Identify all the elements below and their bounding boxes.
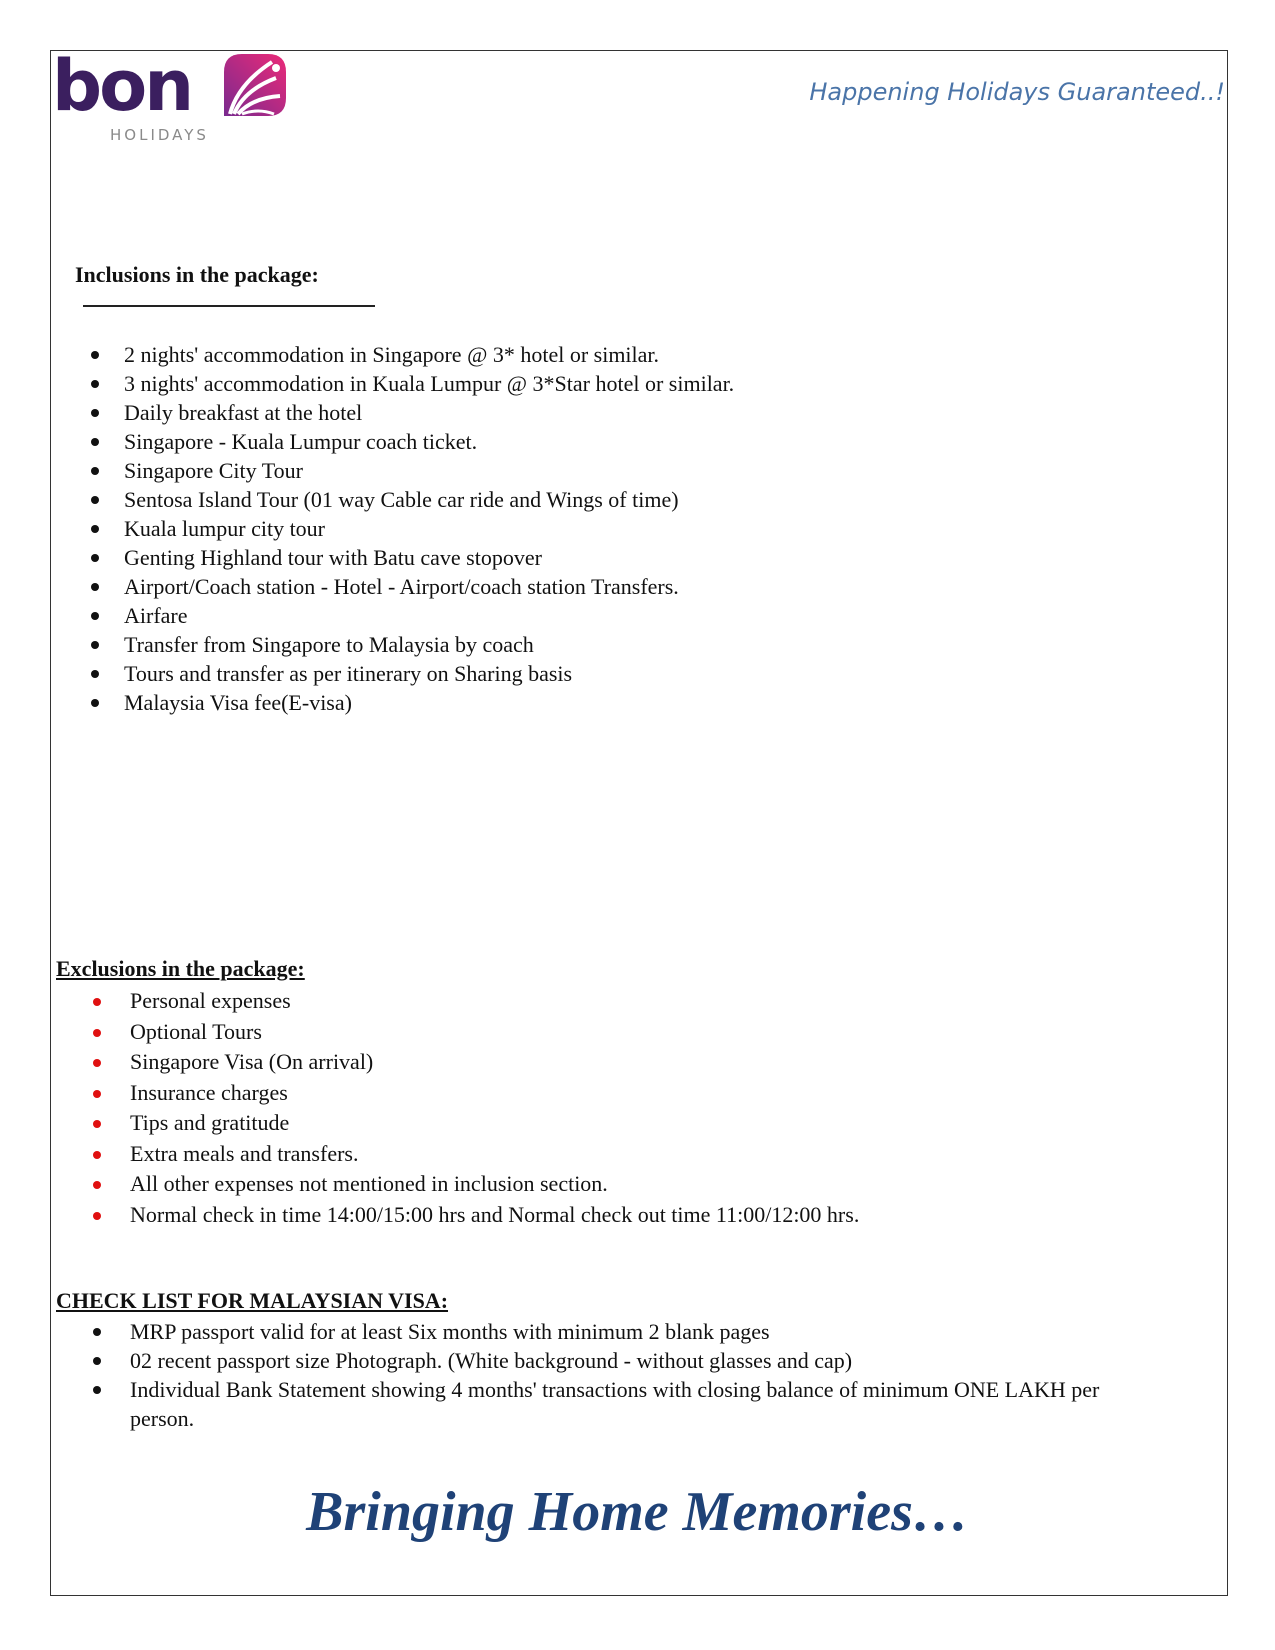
inclusions-heading: Inclusions in the package: bbox=[75, 262, 319, 287]
red-bullet-icon bbox=[93, 998, 101, 1006]
bullet-icon bbox=[91, 670, 99, 678]
logo-subtext: HOLIDAYS bbox=[110, 126, 209, 144]
bullet-icon bbox=[91, 409, 99, 417]
list-item: Extra meals and transfers. bbox=[88, 1139, 859, 1170]
red-bullet-icon bbox=[93, 1090, 101, 1098]
list-item: Insurance charges bbox=[88, 1078, 859, 1109]
list-item: Kuala lumpur city tour bbox=[88, 514, 734, 543]
list-item: Tours and transfer as per itinerary on Sharing basis bbox=[88, 659, 734, 688]
list-item: Daily breakfast at the hotel bbox=[88, 398, 734, 427]
red-bullet-icon bbox=[93, 1120, 101, 1128]
visa-checklist bbox=[88, 1317, 1168, 1433]
exclusions-heading: Exclusions in the package: bbox=[56, 956, 305, 981]
bullet-icon bbox=[91, 380, 99, 388]
tagline: Happening Holidays Guaranteed..! bbox=[809, 78, 1225, 106]
list-item: Personal expenses bbox=[88, 986, 859, 1017]
list-item: Singapore Visa (On arrival) bbox=[88, 1047, 859, 1078]
bullet-icon bbox=[91, 467, 99, 475]
bullet-icon bbox=[91, 699, 99, 707]
bullet-icon bbox=[91, 554, 99, 562]
bullet-icon bbox=[91, 438, 99, 446]
heading-underline bbox=[83, 305, 375, 307]
bullet-icon bbox=[93, 1328, 101, 1336]
list-item: Normal check in time 14:00/15:00 hrs and Normal check out time 11:00/12:00 hrs. bbox=[88, 1200, 859, 1231]
bullet-icon bbox=[93, 1386, 101, 1394]
list-item: Airport/Coach station - Hotel - Airport/coach station Transfers. bbox=[88, 572, 734, 601]
palm-burst-icon bbox=[224, 54, 286, 116]
bullet-icon bbox=[91, 351, 99, 359]
list-item: Singapore City Tour bbox=[88, 456, 734, 485]
exclusions-list bbox=[88, 986, 859, 1230]
inclusions-list bbox=[88, 340, 734, 717]
list-item: MRP passport valid for at least Six months with minimum 2 blank pages bbox=[88, 1317, 1168, 1346]
bullet-icon bbox=[91, 583, 99, 591]
logo-wordmark: bon bbox=[52, 45, 192, 127]
list-item: Transfer from Singapore to Malaysia by coach bbox=[88, 630, 734, 659]
red-bullet-icon bbox=[93, 1181, 101, 1189]
red-bullet-icon bbox=[93, 1029, 101, 1037]
list-item: 02 recent passport size Photograph. (White background - without glasses and cap) bbox=[88, 1346, 1168, 1375]
list-item: Optional Tours bbox=[88, 1017, 859, 1048]
list-item: Airfare bbox=[88, 601, 734, 630]
bullet-icon bbox=[93, 1357, 101, 1365]
red-bullet-icon bbox=[93, 1059, 101, 1067]
red-bullet-icon bbox=[93, 1212, 101, 1220]
list-item: Tips and gratitude bbox=[88, 1108, 859, 1139]
footer-motto: Bringing Home Memories… bbox=[306, 1481, 969, 1543]
list-item: Malaysia Visa fee(E-visa) bbox=[88, 688, 734, 717]
red-bullet-icon bbox=[93, 1151, 101, 1159]
bullet-icon bbox=[91, 612, 99, 620]
list-item: Singapore - Kuala Lumpur coach ticket. bbox=[88, 427, 734, 456]
list-item: 2 nights' accommodation in Singapore @ 3* hotel or similar. bbox=[88, 340, 734, 369]
list-item: Genting Highland tour with Batu cave stopover bbox=[88, 543, 734, 572]
list-item: All other expenses not mentioned in inclusion section. bbox=[88, 1169, 859, 1200]
bon-holidays-logo bbox=[52, 45, 292, 148]
bullet-icon bbox=[91, 525, 99, 533]
list-item: Individual Bank Statement showing 4 months' transactions with closing balance of minimum ONE LAKH per person. bbox=[88, 1375, 1168, 1433]
visa-checklist-heading: CHECK LIST FOR MALAYSIAN VISA: bbox=[56, 1288, 449, 1313]
bullet-icon bbox=[91, 641, 99, 649]
list-item: 3 nights' accommodation in Kuala Lumpur @ 3*Star hotel or similar. bbox=[88, 369, 734, 398]
list-item: Sentosa Island Tour (01 way Cable car ride and Wings of time) bbox=[88, 485, 734, 514]
bullet-icon bbox=[91, 496, 99, 504]
